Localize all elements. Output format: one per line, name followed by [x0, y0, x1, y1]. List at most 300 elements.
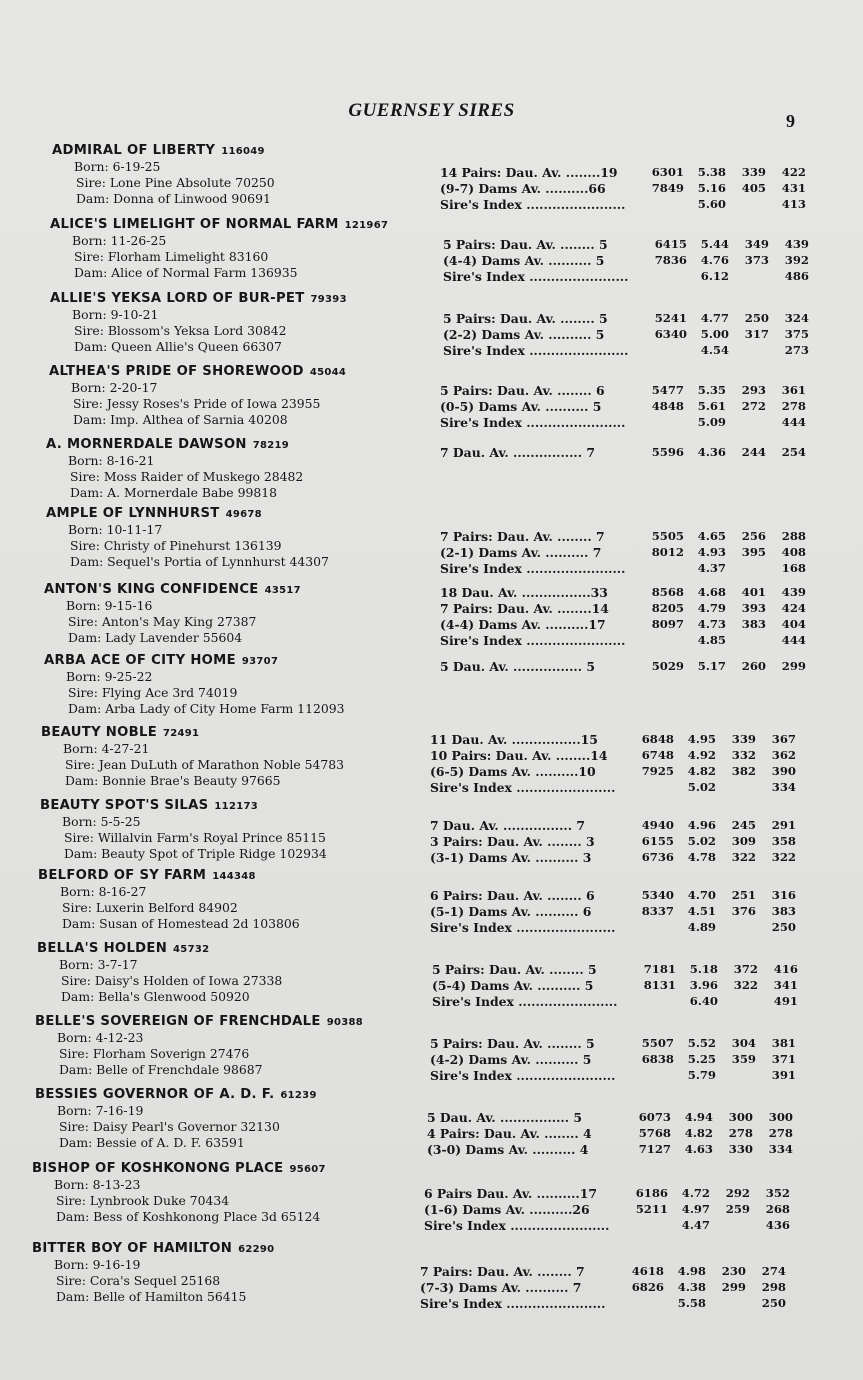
- milk-value: 6826: [631, 1280, 664, 1294]
- sire-line: Sire: Blossom's Yeksa Lord 30842: [74, 323, 287, 338]
- sire-name-text: BELLA'S HOLDEN: [37, 941, 168, 956]
- registration-number: 93707: [241, 656, 279, 667]
- dam-line: Dam: Beauty Spot of Triple Ridge 102934: [64, 846, 327, 861]
- stats-label: (3-1) Dams Av. .......... 3: [430, 850, 592, 865]
- sire-name: [50, 291, 347, 306]
- milk-value: 4940: [641, 818, 674, 832]
- index-value: 278: [768, 1126, 793, 1140]
- registration-number: 78219: [252, 440, 290, 451]
- test-value: 4.63: [684, 1142, 713, 1156]
- stats-label: (4-4) Dams Av. ..........17: [440, 617, 606, 632]
- index-value: 361: [781, 383, 806, 397]
- index-value: 254: [781, 445, 806, 459]
- stats-label: 5 Pairs: Dau. Av. ........ 5: [443, 311, 608, 326]
- page-title: GUERNSEY SIRES: [348, 100, 515, 121]
- test-value: 4.54: [700, 343, 729, 357]
- test-value: 5.25: [687, 1052, 716, 1066]
- sire-name: [50, 217, 388, 232]
- milk-value: 6848: [641, 732, 674, 746]
- stats-label: 7 Pairs: Dau. Av. ........14: [440, 601, 609, 616]
- index-value: 404: [781, 617, 806, 631]
- sire-name: [44, 582, 301, 597]
- stats-label: (3-0) Dams Av. .......... 4: [427, 1142, 589, 1157]
- dam-line: Dam: Susan of Homestead 2d 103806: [62, 916, 300, 931]
- index-value: 288: [781, 529, 806, 543]
- born-date: Born: 11-26-25: [72, 233, 167, 248]
- test-value: 5.16: [697, 181, 726, 195]
- sire-name-text: BELLE'S SOVEREIGN OF FRENCHDALE: [35, 1014, 321, 1029]
- index-value: 422: [781, 165, 806, 179]
- fat-value: 373: [744, 253, 769, 267]
- index-value: 491: [773, 994, 798, 1008]
- registration-number: 95607: [289, 1164, 326, 1175]
- index-value: 268: [765, 1202, 790, 1216]
- dam-line: Dam: Donna of Linwood 90691: [76, 191, 271, 206]
- registration-number: 144348: [212, 871, 256, 882]
- milk-value: 5211: [635, 1202, 668, 1216]
- milk-value: 8337: [641, 904, 674, 918]
- stats-label: (2-1) Dams Av. .......... 7: [440, 545, 602, 560]
- sire-name: [35, 1014, 363, 1029]
- fat-value: 230: [721, 1264, 746, 1278]
- index-value: 334: [771, 780, 796, 794]
- sire-name: [52, 143, 265, 158]
- registration-number: 79393: [310, 294, 347, 305]
- born-date: Born: 8-13-23: [54, 1177, 141, 1192]
- test-value: 4.38: [677, 1280, 706, 1294]
- stats-label: 5 Pairs: Dau. Av. ........ 6: [440, 383, 605, 398]
- test-value: 5.00: [700, 327, 729, 341]
- milk-value: 6748: [641, 748, 674, 762]
- fat-value: 292: [725, 1186, 750, 1200]
- test-value: 5.17: [697, 659, 726, 673]
- index-value: 486: [784, 269, 809, 283]
- milk-value: 6073: [638, 1110, 671, 1124]
- milk-value: 5505: [651, 529, 684, 543]
- milk-value: 5596: [651, 445, 684, 459]
- index-value: 300: [768, 1110, 793, 1124]
- milk-value: 7836: [654, 253, 687, 267]
- dam-line: Dam: Belle of Hamilton 56415: [56, 1289, 247, 1304]
- sire-name-text: AMPLE OF LYNNHURST: [46, 506, 220, 521]
- test-value: 6.40: [689, 994, 718, 1008]
- sire-name: [46, 506, 262, 521]
- stats-label: Sire's Index .......................: [430, 780, 616, 795]
- stats-label: 7 Pairs: Dau. Av. ........ 7: [420, 1264, 585, 1279]
- stats-label: 7 Dau. Av. ................ 7: [440, 445, 595, 460]
- test-value: 5.09: [697, 415, 726, 429]
- dam-line: Dam: Sequel's Portia of Lynnhurst 44307: [70, 554, 329, 569]
- index-value: 413: [781, 197, 806, 211]
- stats-label: Sire's Index .......................: [440, 633, 626, 648]
- test-value: 4.36: [697, 445, 726, 459]
- index-value: 291: [771, 818, 796, 832]
- milk-value: 6186: [635, 1186, 668, 1200]
- stats-label: 14 Pairs: Dau. Av. ........19: [440, 165, 618, 180]
- sire-name: [38, 868, 256, 883]
- fat-value: 393: [741, 601, 766, 615]
- registration-number: 116049: [221, 146, 265, 157]
- sire-name: [37, 941, 209, 956]
- fat-value: 317: [744, 327, 769, 341]
- registration-number: 62290: [238, 1244, 275, 1255]
- test-value: 4.98: [677, 1264, 706, 1278]
- stats-label: 7 Dau. Av. ................ 7: [430, 818, 585, 833]
- milk-value: 8012: [651, 545, 684, 559]
- born-date: Born: 9-25-22: [66, 669, 153, 684]
- test-value: 5.58: [677, 1296, 706, 1310]
- index-value: 375: [784, 327, 809, 341]
- test-value: 4.95: [687, 732, 716, 746]
- registration-number: 45044: [309, 367, 347, 378]
- test-value: 4.72: [681, 1186, 710, 1200]
- test-value: 4.37: [697, 561, 726, 575]
- index-value: 371: [771, 1052, 796, 1066]
- registration-number: 121967: [344, 220, 389, 231]
- milk-value: 6736: [641, 850, 674, 864]
- test-value: 4.92: [687, 748, 716, 762]
- stats-label: 4 Pairs: Dau. Av. ........ 4: [427, 1126, 592, 1141]
- born-date: Born: 8-16-27: [60, 884, 147, 899]
- stats-label: 6 Pairs: Dau. Av. ........ 6: [430, 888, 595, 903]
- fat-value: 382: [731, 764, 756, 778]
- fat-value: 401: [741, 585, 766, 599]
- test-value: 5.02: [687, 780, 716, 794]
- fat-value: 259: [725, 1202, 750, 1216]
- born-date: Born: 9-10-21: [72, 307, 159, 322]
- index-value: 358: [771, 834, 796, 848]
- index-value: 298: [761, 1280, 786, 1294]
- index-value: 168: [781, 561, 806, 575]
- milk-value: 7181: [643, 962, 676, 976]
- sire-line: Sire: Lone Pine Absolute 70250: [76, 175, 275, 190]
- sire-name: [32, 1241, 274, 1256]
- registration-number: 49678: [225, 509, 262, 520]
- stats-label: (7-3) Dams Av. .......... 7: [420, 1280, 582, 1295]
- index-value: 416: [773, 962, 798, 976]
- fat-value: 256: [741, 529, 766, 543]
- fat-value: 244: [741, 445, 766, 459]
- milk-value: 7127: [638, 1142, 671, 1156]
- fat-value: 245: [731, 818, 756, 832]
- milk-value: 5029: [651, 659, 684, 673]
- dam-line: Dam: Alice of Normal Farm 136935: [74, 265, 298, 280]
- sire-name: [44, 653, 278, 668]
- dam-line: Dam: A. Mornerdale Babe 99818: [70, 485, 277, 500]
- fat-value: 359: [731, 1052, 756, 1066]
- index-value: 444: [781, 415, 806, 429]
- fat-value: 372: [733, 962, 758, 976]
- sire-name: [35, 1087, 317, 1102]
- fat-value: 349: [744, 237, 769, 251]
- stats-label: 5 Pairs: Dau. Av. ........ 5: [432, 962, 597, 977]
- test-value: 5.52: [687, 1036, 716, 1050]
- milk-value: 4848: [651, 399, 684, 413]
- sire-name-text: BELFORD OF SY FARM: [38, 868, 207, 883]
- stats-label: (5-4) Dams Av. .......... 5: [432, 978, 594, 993]
- fat-value: 293: [741, 383, 766, 397]
- born-date: Born: 4-27-21: [63, 741, 150, 756]
- stats-label: 5 Dau. Av. ................ 5: [427, 1110, 582, 1125]
- index-value: 383: [771, 904, 796, 918]
- test-value: 4.94: [684, 1110, 713, 1124]
- sire-name: [40, 798, 258, 813]
- born-date: Born: 10-11-17: [68, 522, 163, 537]
- sire-line: Sire: Anton's May King 27387: [68, 614, 257, 629]
- milk-value: 8205: [651, 601, 684, 615]
- milk-value: 6838: [641, 1052, 674, 1066]
- sire-name: [41, 725, 199, 740]
- sire-name-text: BESSIES GOVERNOR OF A. D. F.: [35, 1087, 275, 1102]
- born-date: Born: 5-5-25: [62, 814, 141, 829]
- index-value: 392: [784, 253, 809, 267]
- index-value: 381: [771, 1036, 796, 1050]
- test-value: 5.60: [697, 197, 726, 211]
- born-date: Born: 2-20-17: [71, 380, 158, 395]
- dam-line: Dam: Belle of Frenchdale 98687: [59, 1062, 263, 1077]
- milk-value: 5477: [651, 383, 684, 397]
- sire-line: Sire: Lynbrook Duke 70434: [56, 1193, 230, 1208]
- test-value: 5.38: [697, 165, 726, 179]
- index-value: 299: [781, 659, 806, 673]
- sire-name-text: A. MORNERDALE DAWSON: [46, 437, 247, 452]
- test-value: 4.51: [687, 904, 716, 918]
- born-date: Born: 7-16-19: [57, 1103, 144, 1118]
- dam-line: Dam: Queen Allie's Queen 66307: [74, 339, 282, 354]
- milk-value: 8097: [651, 617, 684, 631]
- stats-label: Sire's Index .......................: [420, 1296, 606, 1311]
- index-value: 274: [761, 1264, 786, 1278]
- milk-value: 6340: [654, 327, 687, 341]
- index-value: 424: [781, 601, 806, 615]
- index-value: 273: [784, 343, 809, 357]
- fat-value: 272: [741, 399, 766, 413]
- fat-value: 300: [728, 1110, 753, 1124]
- stats-label: 5 Pairs: Dau. Av. ........ 5: [443, 237, 608, 252]
- sire-line: Sire: Luxerin Belford 84902: [62, 900, 238, 915]
- dam-line: Dam: Lady Lavender 55604: [68, 630, 243, 645]
- sire-name-text: ALLIE'S YEKSA LORD OF BUR-PET: [50, 291, 305, 306]
- born-date: Born: 6-19-25: [74, 159, 161, 174]
- stats-label: (5-1) Dams Av. .......... 6: [430, 904, 592, 919]
- test-value: 5.02: [687, 834, 716, 848]
- stats-label: Sire's Index .......................: [432, 994, 618, 1009]
- sire-name-text: BEAUTY SPOT'S SILAS: [40, 798, 209, 813]
- test-value: 4.96: [687, 818, 716, 832]
- stats-label: 6 Pairs Dau. Av. ..........17: [424, 1186, 597, 1201]
- index-value: 439: [781, 585, 806, 599]
- sire-line: Sire: Daisy Pearl's Governor 32130: [59, 1119, 280, 1134]
- stats-label: Sire's Index .......................: [443, 269, 629, 284]
- test-value: 6.12: [700, 269, 729, 283]
- test-value: 4.93: [697, 545, 726, 559]
- index-value: 250: [761, 1296, 786, 1310]
- stats-label: Sire's Index .......................: [440, 197, 626, 212]
- milk-value: 4618: [631, 1264, 664, 1278]
- stats-label: Sire's Index .......................: [443, 343, 629, 358]
- test-value: 5.79: [687, 1068, 716, 1082]
- stats-label: (0-5) Dams Av. .......... 5: [440, 399, 602, 414]
- stats-label: Sire's Index .......................: [424, 1218, 610, 1233]
- index-value: 439: [784, 237, 809, 251]
- sire-name: [32, 1161, 326, 1176]
- sire-name-text: BEAUTY NOBLE: [41, 725, 158, 740]
- test-value: 4.82: [687, 764, 716, 778]
- fat-value: 251: [731, 888, 756, 902]
- test-value: 4.77: [700, 311, 729, 325]
- milk-value: 6301: [651, 165, 684, 179]
- test-value: 4.85: [697, 633, 726, 647]
- test-value: 4.82: [684, 1126, 713, 1140]
- fat-value: 339: [731, 732, 756, 746]
- index-value: 367: [771, 732, 796, 746]
- index-value: 352: [765, 1186, 790, 1200]
- born-date: Born: 4-12-23: [57, 1030, 144, 1045]
- stats-label: 10 Pairs: Dau. Av. ........14: [430, 748, 608, 763]
- sire-name-text: ALICE'S LIMELIGHT OF NORMAL FARM: [50, 217, 339, 232]
- sire-name-text: ALTHEA'S PRIDE OF SHOREWOOD: [49, 364, 304, 379]
- milk-value: 5241: [654, 311, 687, 325]
- dam-line: Dam: Arba Lady of City Home Farm 112093: [68, 701, 345, 716]
- fat-value: 309: [731, 834, 756, 848]
- registration-number: 112173: [214, 801, 258, 812]
- sire-line: Sire: Cora's Sequel 25168: [56, 1273, 221, 1288]
- test-value: 4.97: [681, 1202, 710, 1216]
- page-number: 9: [786, 111, 795, 131]
- sire-line: Sire: Christy of Pinehurst 136139: [70, 538, 282, 553]
- registration-number: 90388: [326, 1017, 363, 1028]
- sire-name-text: ARBA ACE OF CITY HOME: [44, 653, 236, 668]
- registration-number: 61239: [280, 1090, 317, 1101]
- registration-number: 43517: [264, 585, 301, 596]
- fat-value: 330: [728, 1142, 753, 1156]
- sire-line: Sire: Jean DuLuth of Marathon Noble 54783: [65, 757, 345, 772]
- test-value: 4.65: [697, 529, 726, 543]
- fat-value: 332: [731, 748, 756, 762]
- fat-value: 376: [731, 904, 756, 918]
- test-value: 5.35: [697, 383, 726, 397]
- sire-line: Sire: Daisy's Holden of Iowa 27338: [61, 973, 283, 988]
- born-date: Born: 9-16-19: [54, 1257, 141, 1272]
- index-value: 431: [781, 181, 806, 195]
- test-value: 4.68: [697, 585, 726, 599]
- sire-line: Sire: Moss Raider of Muskego 28482: [70, 469, 304, 484]
- stats-label: 5 Pairs: Dau. Av. ........ 5: [430, 1036, 595, 1051]
- index-value: 322: [771, 850, 796, 864]
- index-value: 334: [768, 1142, 793, 1156]
- sire-line: Sire: Florham Limelight 83160: [74, 249, 269, 264]
- milk-value: 8568: [651, 585, 684, 599]
- sire-name: [46, 437, 289, 452]
- born-date: Born: 8-16-21: [68, 453, 155, 468]
- sire-line: Sire: Willalvin Farm's Royal Prince 85115: [64, 830, 326, 845]
- milk-value: 7849: [651, 181, 684, 195]
- dam-line: Dam: Bonnie Brae's Beauty 97665: [65, 773, 281, 788]
- sire-name-text: BITTER BOY OF HAMILTON: [32, 1241, 233, 1256]
- fat-value: 299: [721, 1280, 746, 1294]
- test-value: 4.70: [687, 888, 716, 902]
- dam-line: Dam: Imp. Althea of Sarnia 40208: [73, 412, 288, 427]
- test-value: 4.79: [697, 601, 726, 615]
- fat-value: 339: [741, 165, 766, 179]
- sire-line: Sire: Flying Ace 3rd 74019: [68, 685, 238, 700]
- stats-label: 5 Dau. Av. ................ 5: [440, 659, 595, 674]
- test-value: 4.76: [700, 253, 729, 267]
- test-value: 3.96: [689, 978, 718, 992]
- test-value: 5.61: [697, 399, 726, 413]
- fat-value: 260: [741, 659, 766, 673]
- sire-name-text: ANTON'S KING CONFIDENCE: [44, 582, 259, 597]
- fat-value: 278: [728, 1126, 753, 1140]
- milk-value: 5507: [641, 1036, 674, 1050]
- test-value: 4.47: [681, 1218, 710, 1232]
- sire-name-text: BISHOP OF KOSHKONONG PLACE: [32, 1161, 284, 1176]
- fat-value: 250: [744, 311, 769, 325]
- stats-label: 11 Dau. Av. ................15: [430, 732, 598, 747]
- fat-value: 322: [733, 978, 758, 992]
- fat-value: 304: [731, 1036, 756, 1050]
- stats-label: (9-7) Dams Av. ..........66: [440, 181, 606, 196]
- registration-number: 72491: [163, 728, 200, 739]
- index-value: 250: [771, 920, 796, 934]
- stats-label: Sire's Index .......................: [440, 561, 626, 576]
- index-value: 390: [771, 764, 796, 778]
- milk-value: 6155: [641, 834, 674, 848]
- index-value: 316: [771, 888, 796, 902]
- index-value: 341: [773, 978, 798, 992]
- stats-label: (6-5) Dams Av. ..........10: [430, 764, 596, 779]
- registration-number: 45732: [173, 944, 210, 955]
- test-value: 5.18: [689, 962, 718, 976]
- test-value: 4.73: [697, 617, 726, 631]
- born-date: Born: 9-15-16: [66, 598, 153, 613]
- milk-value: 8131: [643, 978, 676, 992]
- test-value: 5.44: [700, 237, 729, 251]
- index-value: 324: [784, 311, 809, 325]
- stats-label: (1-6) Dams Av. ..........26: [424, 1202, 590, 1217]
- stats-label: 18 Dau. Av. ................33: [440, 585, 608, 600]
- sire-name-text: ADMIRAL OF LIBERTY: [52, 143, 216, 158]
- fat-value: 383: [741, 617, 766, 631]
- sire-name: [49, 364, 346, 379]
- index-value: 436: [765, 1218, 790, 1232]
- stats-label: Sire's Index .......................: [430, 920, 616, 935]
- dam-line: Dam: Bess of Koshkonong Place 3d 65124: [56, 1209, 321, 1224]
- stats-label: (4-2) Dams Av. .......... 5: [430, 1052, 592, 1067]
- sire-line: Sire: Jessy Roses's Pride of Iowa 23955: [73, 396, 321, 411]
- index-value: 408: [781, 545, 806, 559]
- milk-value: 6415: [654, 237, 687, 251]
- stats-label: 3 Pairs: Dau. Av. ........ 3: [430, 834, 595, 849]
- stats-label: (4-4) Dams Av. .......... 5: [443, 253, 605, 268]
- stats-label: Sire's Index .......................: [430, 1068, 616, 1083]
- born-date: Born: 3-7-17: [59, 957, 138, 972]
- fat-value: 405: [741, 181, 766, 195]
- index-value: 362: [771, 748, 796, 762]
- stats-label: (2-2) Dams Av. .......... 5: [443, 327, 605, 342]
- index-value: 444: [781, 633, 806, 647]
- test-value: 4.78: [687, 850, 716, 864]
- milk-value: 5340: [641, 888, 674, 902]
- stats-label: 7 Pairs: Dau. Av. ........ 7: [440, 529, 605, 544]
- index-value: 278: [781, 399, 806, 413]
- test-value: 4.89: [687, 920, 716, 934]
- dam-line: Dam: Bella's Glenwood 50920: [61, 989, 250, 1004]
- dam-line: Dam: Bessie of A. D. F. 63591: [59, 1135, 245, 1150]
- milk-value: 5768: [638, 1126, 671, 1140]
- fat-value: 322: [731, 850, 756, 864]
- stats-label: Sire's Index .......................: [440, 415, 626, 430]
